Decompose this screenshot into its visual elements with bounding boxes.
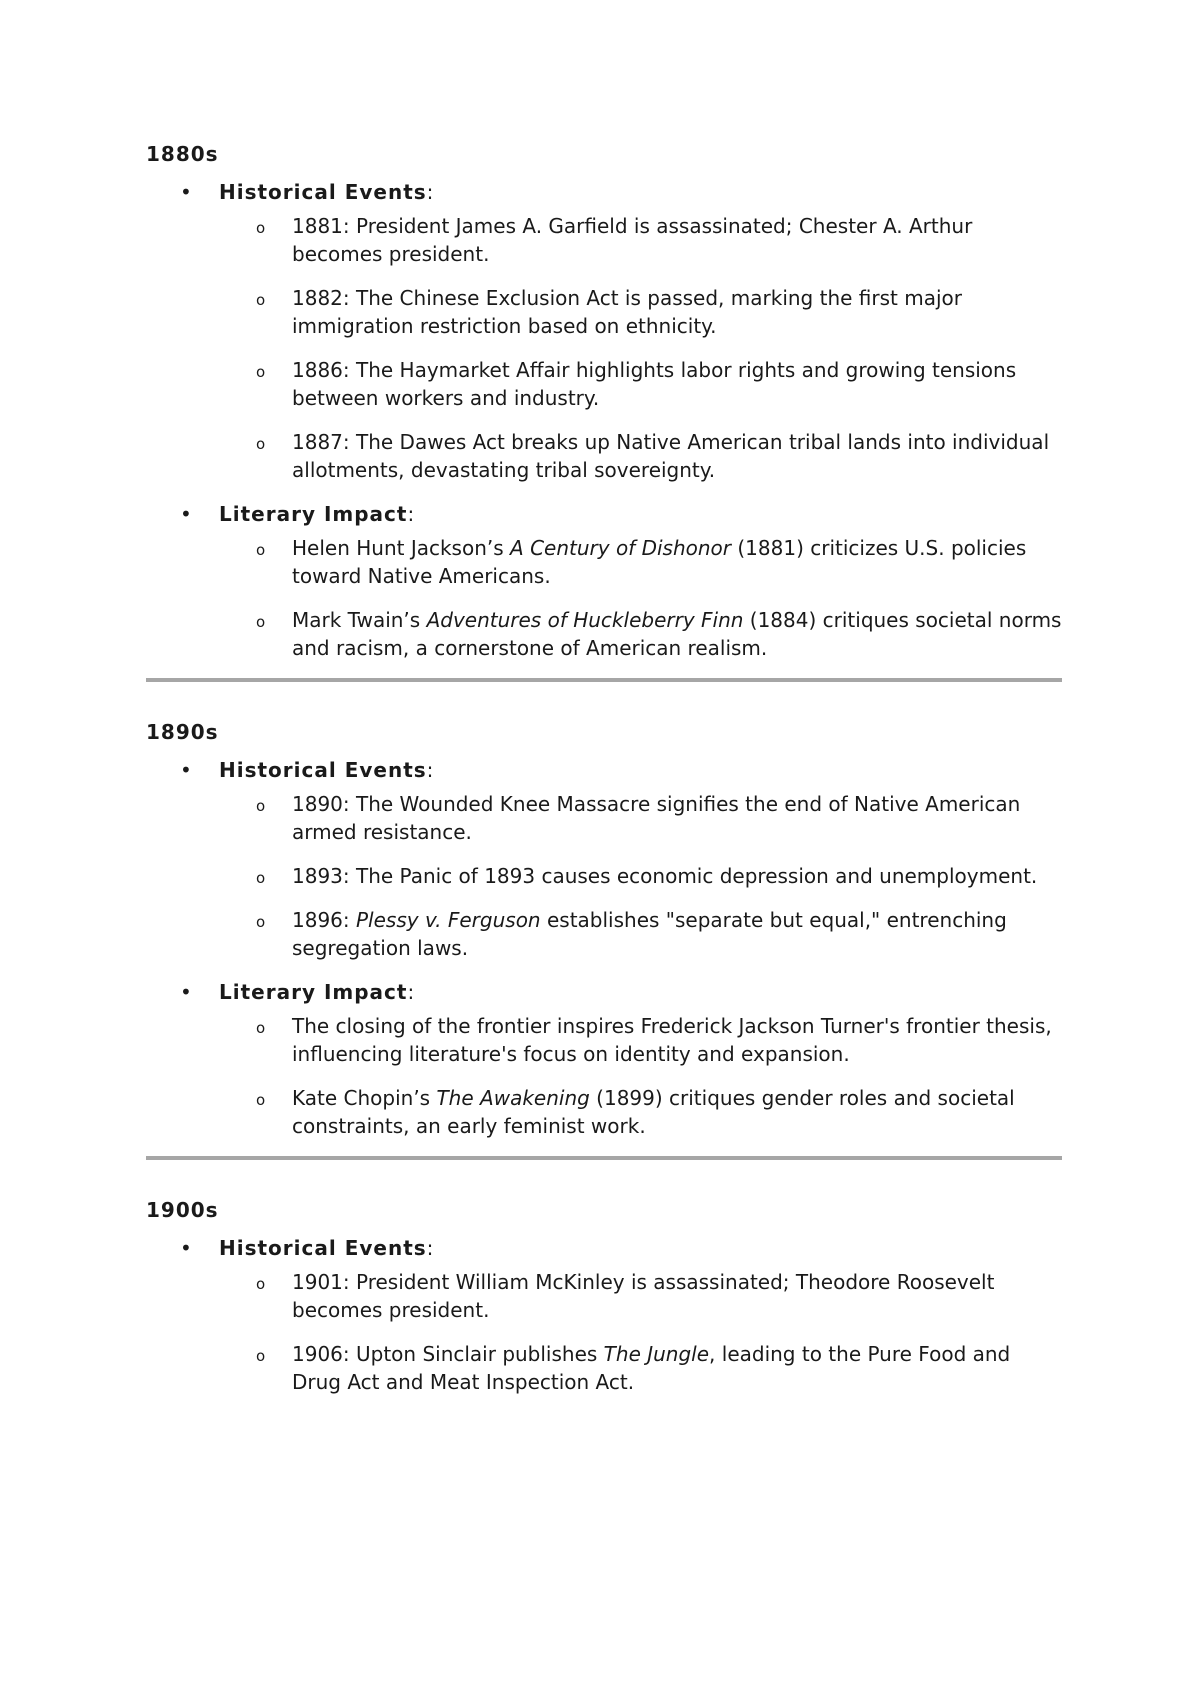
item-text: 1890: The Wounded Knee Massacre signifies the end of Native American armed resistance. bbox=[292, 792, 1021, 844]
item-text: (1899) critiques gender roles and societal constraints, an early feminist work. bbox=[292, 1086, 1015, 1138]
bullet-icon: • bbox=[180, 180, 192, 204]
sub-bullet-icon: o bbox=[256, 797, 266, 815]
bullet-icon: • bbox=[180, 1236, 192, 1260]
decade-heading: 1880s bbox=[146, 142, 219, 166]
list-item bbox=[146, 1084, 1062, 1140]
list-item bbox=[146, 284, 1062, 340]
list-item bbox=[146, 1012, 1062, 1068]
section-divider bbox=[146, 1156, 1062, 1160]
decade-heading: 1890s bbox=[146, 720, 219, 744]
event-list bbox=[146, 1268, 1062, 1396]
label-colon: : bbox=[426, 180, 434, 204]
work-title: Adventures of Huckleberry Finn bbox=[426, 608, 744, 632]
list-item bbox=[146, 790, 1062, 846]
sub-bullet-icon: o bbox=[256, 1275, 266, 1293]
sub-bullet-icon: o bbox=[256, 363, 266, 381]
literary-list bbox=[146, 1012, 1062, 1140]
sub-bullet-icon: o bbox=[256, 1347, 266, 1365]
category-label: Historical Events bbox=[219, 758, 427, 782]
label-colon: : bbox=[407, 502, 415, 526]
sub-bullet-icon: o bbox=[256, 913, 266, 931]
sub-bullet-icon: o bbox=[256, 613, 266, 631]
decade-section-1880s bbox=[146, 140, 1062, 662]
work-title: The Jungle bbox=[603, 1342, 710, 1366]
list-item bbox=[146, 428, 1062, 484]
item-text: 1887: The Dawes Act breaks up Native American tribal lands into individual allotments, devastating tribal sovereignty. bbox=[292, 430, 1050, 482]
category-label: Historical Events bbox=[219, 180, 427, 204]
item-text: 1893: The Panic of 1893 causes economic depression and unemployment. bbox=[292, 864, 1038, 888]
label-colon: : bbox=[426, 758, 434, 782]
work-title: A Century of Dishonor bbox=[510, 536, 732, 560]
list-item bbox=[146, 534, 1062, 590]
item-text: The closing of the frontier inspires Frederick Jackson Turner's frontier thesis, influencing literature's focus on identity and expansion. bbox=[292, 1014, 1052, 1066]
item-text: Kate Chopin’s bbox=[292, 1086, 437, 1110]
category-label: Historical Events bbox=[219, 1236, 427, 1260]
item-text: Mark Twain’s bbox=[292, 608, 427, 632]
sub-bullet-icon: o bbox=[256, 869, 266, 887]
list-item bbox=[146, 1268, 1062, 1324]
decade-heading: 1900s bbox=[146, 1198, 219, 1222]
item-text: 1886: The Haymarket Affair highlights labor rights and growing tensions between workers and industry. bbox=[292, 358, 1017, 410]
category-literary-impact bbox=[146, 978, 1062, 1140]
item-text: 1906: Upton Sinclair publishes bbox=[292, 1342, 604, 1366]
sub-bullet-icon: o bbox=[256, 1091, 266, 1109]
item-text: 1882: The Chinese Exclusion Act is passed, marking the first major immigration restriction based on ethnicity. bbox=[292, 286, 962, 338]
item-text: , leading to the Pure Food and Drug Act and Meat Inspection Act. bbox=[292, 1342, 1011, 1394]
item-text: (1884) critiques societal norms and racism, a cornerstone of American realism. bbox=[292, 608, 1062, 660]
item-text: 1881: President James A. Garfield is assassinated; Chester A. Arthur becomes president. bbox=[292, 214, 973, 266]
sub-bullet-icon: o bbox=[256, 219, 266, 237]
category-historical-events bbox=[146, 178, 1062, 484]
item-text: Helen Hunt Jackson’s bbox=[292, 536, 511, 560]
bullet-icon: • bbox=[180, 980, 192, 1004]
item-text: 1901: President William McKinley is assassinated; Theodore Roosevelt becomes president. bbox=[292, 1270, 995, 1322]
sub-bullet-icon: o bbox=[256, 541, 266, 559]
label-colon: : bbox=[426, 1236, 434, 1260]
list-item bbox=[146, 862, 1062, 890]
work-title: Plessy v. Ferguson bbox=[356, 908, 541, 932]
item-text: 1896: bbox=[292, 908, 356, 932]
bullet-icon: • bbox=[180, 502, 192, 526]
decade-section-1900s bbox=[146, 1196, 1062, 1396]
list-item bbox=[146, 906, 1062, 962]
item-text: establishes "separate but equal," entrenching segregation laws. bbox=[292, 908, 1007, 960]
list-item bbox=[146, 1340, 1062, 1396]
label-colon: : bbox=[407, 980, 415, 1004]
item-text: (1881) criticizes U.S. policies toward Native Americans. bbox=[292, 536, 1027, 588]
decade-section-1890s bbox=[146, 718, 1062, 1140]
sub-bullet-icon: o bbox=[256, 291, 266, 309]
category-historical-events bbox=[146, 1234, 1062, 1396]
list-item bbox=[146, 212, 1062, 268]
section-divider bbox=[146, 678, 1062, 682]
document-page bbox=[146, 140, 1062, 1412]
bullet-icon: • bbox=[180, 758, 192, 782]
list-item bbox=[146, 356, 1062, 412]
category-label: Literary Impact bbox=[219, 980, 408, 1004]
literary-list bbox=[146, 534, 1062, 662]
category-literary-impact bbox=[146, 500, 1062, 662]
category-historical-events bbox=[146, 756, 1062, 962]
work-title: The Awakening bbox=[436, 1086, 590, 1110]
category-label: Literary Impact bbox=[219, 502, 408, 526]
event-list bbox=[146, 790, 1062, 962]
event-list bbox=[146, 212, 1062, 484]
list-item bbox=[146, 606, 1062, 662]
sub-bullet-icon: o bbox=[256, 1019, 266, 1037]
sub-bullet-icon: o bbox=[256, 435, 266, 453]
